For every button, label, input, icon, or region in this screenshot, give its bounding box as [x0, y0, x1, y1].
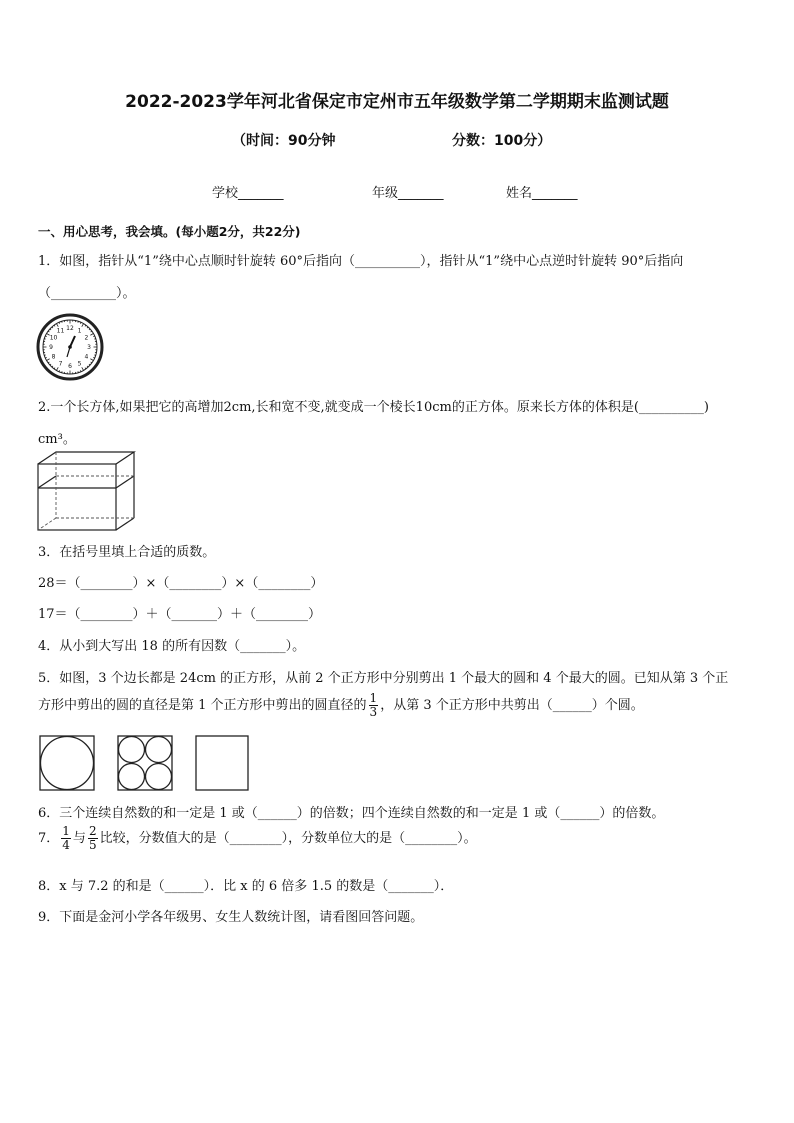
- clock-number: 5: [77, 360, 82, 368]
- question-3-line-1: 3．在括号里填上合适的质数。: [38, 545, 216, 560]
- fraction-denominator: 3: [369, 705, 378, 719]
- clock-tick: [45, 357, 46, 358]
- school-field: 学校_______: [212, 186, 284, 201]
- question-5-line-1: 5．如图，3 个边长都是 24cm 的正方形，从前 2 个正方形中分别剪出 1 个最大的圆和 4 个最大的圆。已知从第 3 个正: [38, 671, 729, 686]
- question-5-text-b: ，从第 3 个正方形中共剪出（______）个圆。: [380, 698, 644, 713]
- question-3-line-2: 28＝（________）×（________）×（________）: [38, 576, 324, 591]
- fraction-one-quarter: [61, 825, 71, 852]
- question-7-prefix: 7．: [38, 831, 60, 846]
- fraction-one-third: [369, 692, 379, 719]
- question-2-line-1: 2.一个长方体,如果把它的高增加2cm,长和宽不变,就变成一个棱长10cm的正方体。原来长方体的体积是(__________): [38, 400, 709, 415]
- question-1-line-2: （__________）。: [38, 286, 136, 301]
- fraction-denominator: 5: [88, 838, 97, 852]
- clock-tick: [45, 336, 46, 337]
- question-5-text-a: 方形中剪出的圆的直径是第 1 个正方形中剪出的圆直径的: [38, 698, 367, 713]
- question-7-mid: 与: [72, 831, 86, 846]
- fraction-denominator: 4: [62, 838, 70, 852]
- name-field: 姓名_______: [506, 186, 578, 201]
- question-5-line-2: [38, 692, 644, 719]
- squares-figure: [38, 734, 252, 792]
- clock-number: 4: [84, 353, 89, 361]
- clock-tick: [93, 336, 94, 337]
- question-2-line-2: cm³。: [38, 432, 76, 447]
- clock-number: 10: [49, 334, 58, 342]
- clock-number: 1: [77, 327, 82, 335]
- question-6-line-1: 6．三个连续自然数的和一定是 1 或（______）的倍数；四个连续自然数的和一定是 1 或（______）的倍数。: [38, 806, 665, 821]
- clock-number: 3: [87, 344, 91, 352]
- clock-tick: [59, 322, 60, 323]
- question-4-line-1: 4．从小到大写出 18 的所有因数（_______）。: [38, 639, 306, 654]
- clock-number: 8: [51, 353, 56, 361]
- clock-number: 9: [49, 344, 53, 352]
- clock-tick: [93, 357, 94, 358]
- cuboid-figure: [36, 450, 140, 534]
- question-9-line-1: 9．下面是金河小学各年级男、女生人数统计图，请看图回答问题。: [38, 910, 424, 925]
- fraction-numerator: 1: [369, 691, 378, 705]
- question-1-line-1: 1．如图，指针从“1”绕中心点顺时针旋转 60°后指向（__________），指针从“1”绕中心点逆时针旋转 90°后指向: [38, 254, 684, 269]
- page-title: 2022-2023学年河北省保定市定州市五年级数学第二学期期末监测试题: [125, 92, 669, 112]
- clock-tick: [80, 370, 81, 371]
- question-8-line-1: 8．x 与 7.2 的和是（______）．比 x 的 6 倍多 1.5 的数是（_______）．: [38, 879, 454, 894]
- clock-figure: [36, 312, 104, 382]
- clock-number: 11: [56, 327, 65, 335]
- exam-score: 分数：100分）: [452, 133, 552, 149]
- clock-number: 6: [68, 363, 72, 371]
- clock-number: 2: [84, 334, 89, 342]
- exam-time: （时间：90分钟: [232, 133, 336, 149]
- fraction-numerator: 2: [88, 824, 97, 838]
- clock-number: 7: [58, 360, 63, 368]
- question-7-rest: 比较，分数值大的是（________），分数单位大的是（________）。: [99, 831, 477, 846]
- clock-number: 12: [66, 325, 74, 333]
- question-3-line-3: 17＝（________）＋（_______）＋（________）: [38, 607, 322, 622]
- fraction-two-fifths: [88, 825, 98, 852]
- grade-field: 年级_______: [372, 186, 444, 201]
- clock-tick: [80, 322, 81, 323]
- fraction-numerator: 1: [62, 824, 70, 838]
- question-7-line-1: [38, 825, 477, 852]
- clock-tick: [59, 370, 60, 371]
- section-heading: 一、用心思考，我会填。(每小题2分，共22分): [38, 224, 301, 239]
